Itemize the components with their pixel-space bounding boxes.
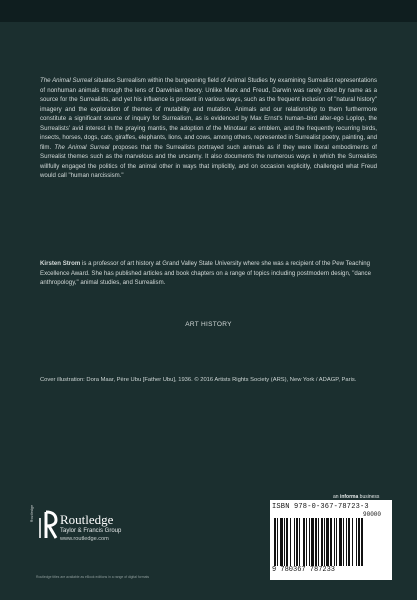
routledge-vertical-text: Routledge (30, 504, 34, 522)
informa-brand: informa (339, 494, 359, 500)
cover-credit: Cover illustration: Dora Maar, Père Ubu [Father Ubu], 1936. © 2016 Artists Rights Society (ARS), New York / ADAGP, Paris. (40, 377, 357, 383)
top-band (0, 0, 417, 22)
blurb-paragraph-1: situates Surrealism within the burgeoning field of Animal Studies by examining Surrealist representations of nonhuman animals through the lens of Darwinian theory. Unlike Marx and Freud, Darwin was rarely cited by name as a source for the Surrealists, and yet his influence is present in various ways, such as the frequent inclusion of "natural history" imagery and the exploration of themes of mutability and mutation. Animals and our relationship to them furthermore constitute a significant source of inquiry for Surrealism, as is evidenced by Max Ernst's human–bird alter-ego Loplop, the Surrealists' avid interest in the praying mantis, the adoption of the Minotaur as emblem, and the frequently recurring birds, insects, horses, dogs, cats, giraffes, elephants, lions, and cows, among others, represented in Surrealist poetry, painting, and film. (40, 77, 377, 151)
author-name: Kirsten Strom (40, 260, 81, 267)
ebook-fine-print: Routledge titles are available as eBook editions in a range of digital formats (36, 575, 150, 579)
author-bio (40, 259, 377, 288)
book-title-italic-2: The Animal Surreal (54, 143, 110, 151)
price-code: 90000 (363, 511, 382, 518)
publisher-name: Routledge (60, 512, 114, 527)
informa-suffix: business (358, 494, 380, 500)
book-title-italic: The Animal Surreal (40, 77, 93, 84)
isbn-barcode (270, 500, 392, 580)
author-bio-text: is a professor of art history at Grand Valley State University where she was a recipient of the Pew Teaching Excellence Award. She has published articles and book chapters on a range of topics including postmodern design, "dance anthropology," animal studies, and Surrealism. (40, 260, 371, 286)
description-blurb (40, 76, 377, 181)
routledge-r-icon (36, 510, 58, 540)
subject-category: ART HISTORY (185, 321, 232, 328)
publisher-url: www.routledge.com (60, 536, 109, 542)
barcode-bars (274, 518, 388, 566)
publisher-group: Taylor & Francis Group (60, 528, 122, 534)
barcode-number: 9 780367 787233 (272, 566, 336, 574)
informa-prefix: an (333, 494, 340, 500)
blurb-paragraph-2: proposes that the Surrealists portrayed such animals as if they were literal embodiments of Surrealist themes such as the marvelous and the uncanny. It also documents the numerous ways in which the Surrealists willfully engaged the politics of the animal other in ways that implicitly, and on occasion explicitly, challenged what Freud would call "human narcissism." (40, 143, 377, 179)
isbn-text: ISBN 978-0-367-78723-3 (272, 503, 369, 511)
